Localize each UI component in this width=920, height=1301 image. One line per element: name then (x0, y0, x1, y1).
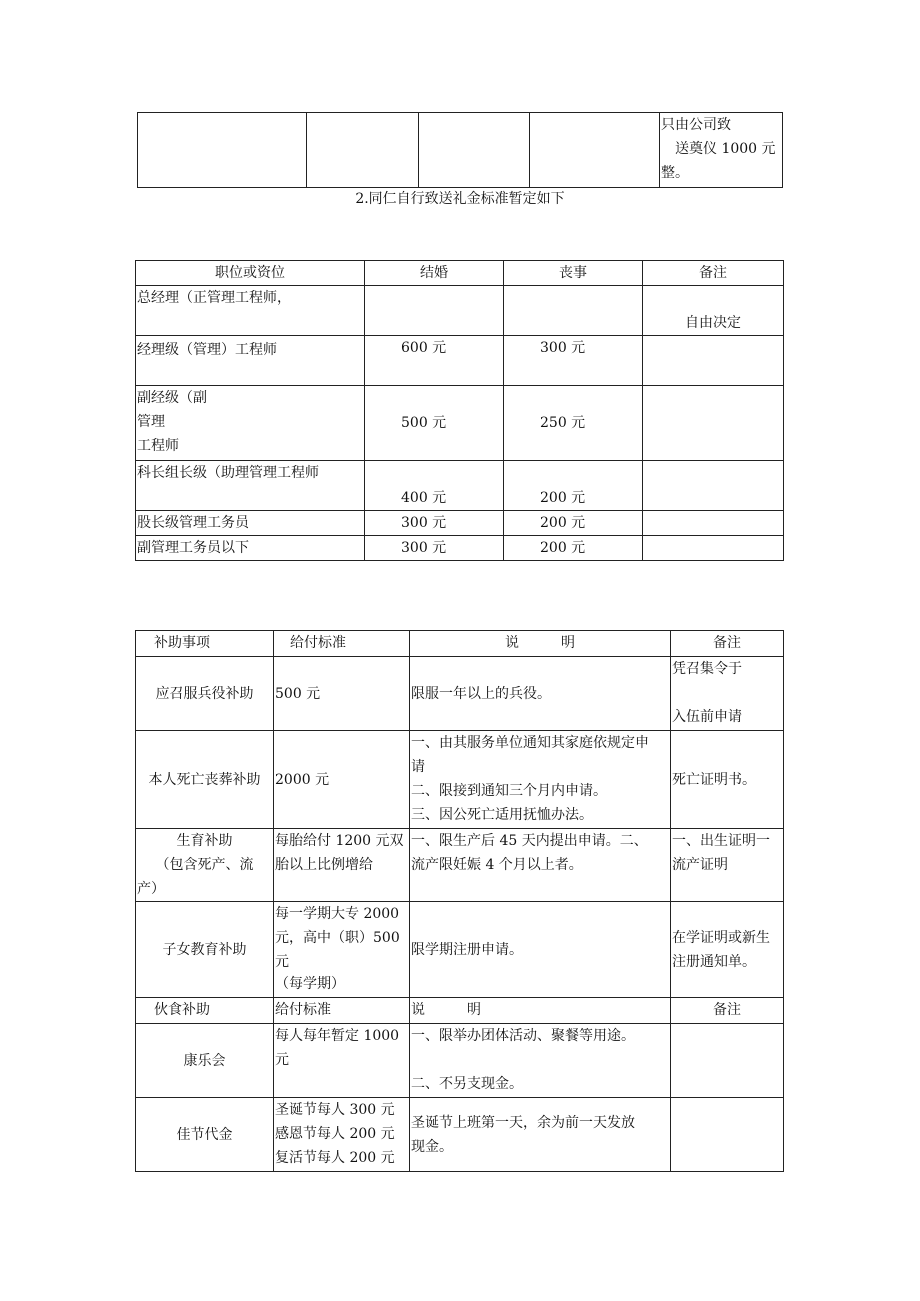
note-cell (643, 536, 784, 561)
note-cell (643, 511, 784, 536)
standard-cell (274, 902, 410, 998)
note-cell (671, 657, 784, 731)
desc-line: 一、由其服务单位通知其家庭依规定申 (411, 735, 649, 751)
header-item: 补助事项 (136, 631, 274, 657)
funeral-cell: 200 元 (504, 461, 643, 511)
note-cell (643, 461, 784, 511)
standard-cell (274, 829, 410, 902)
standard-line: 圣诞节每人 300 元 (275, 1102, 395, 1118)
standard-cell: 500 元 (274, 657, 410, 731)
top-note-line: 整。 (661, 165, 689, 181)
desc-line: 一、限生产后 45 天内提出申请。二、 (411, 833, 648, 849)
item-cell (136, 829, 274, 902)
header-standard: 给付标准 (274, 631, 410, 657)
header-wedding: 结婚 (365, 261, 504, 286)
top-cell-4 (530, 113, 660, 188)
item-cell: 子女教育补助 (136, 902, 274, 998)
funeral-cell: 200 元 (504, 511, 643, 536)
funeral-cell: 250 元 (504, 386, 643, 461)
item-line: 生育补助 (176, 833, 233, 849)
position-cell: 经理级（管理）工程师 (136, 336, 365, 386)
wedding-cell: 300 元 (365, 511, 504, 536)
note-line: 凭召集令于 (672, 661, 742, 677)
funeral-cell: 300 元 (504, 336, 643, 386)
wedding-cell: 500 元 (365, 386, 504, 461)
standard-line: 元 (275, 954, 289, 970)
sub-header-note: 备注 (671, 998, 784, 1024)
standard-line: 胎以上比例增给 (275, 857, 373, 873)
wedding-cell (365, 286, 504, 336)
standard-cell (274, 1098, 410, 1172)
desc-cell: 限学期注册申请。 (410, 902, 671, 998)
header-note: 备注 (643, 261, 784, 286)
header-funeral: 丧事 (504, 261, 643, 286)
note-line: 流产证明 (672, 857, 728, 873)
sub-header-desc: 说 明 (410, 998, 671, 1024)
standard-line: 复活节每人 200 元 (275, 1150, 395, 1166)
desc-line: 现金。 (411, 1138, 453, 1155)
desc-cell (410, 829, 671, 902)
top-note-line: 只由公司致 (661, 117, 731, 133)
top-table (137, 112, 783, 188)
top-note-cell (660, 113, 783, 188)
standard-line: 每胎给付 1200 元双 (275, 833, 404, 849)
note-cell: 死亡证明书。 (671, 731, 784, 829)
funeral-cell: 200 元 (504, 536, 643, 561)
desc-cell (410, 731, 671, 829)
wedding-cell: 600 元 (365, 336, 504, 386)
standard-line: 感恩节每人 200 元 (275, 1126, 395, 1142)
desc-cell: 限服一年以上的兵役。 (410, 657, 671, 731)
note-cell (643, 336, 784, 386)
position-line: 工程师 (137, 438, 179, 454)
note-cell: 自由决定 (643, 286, 784, 336)
note-cell (671, 829, 784, 902)
standard-cell: 2000 元 (274, 731, 410, 829)
desc-line: 圣诞节上班第一天，余为前一天发放 (411, 1114, 635, 1131)
top-cell-1 (138, 113, 307, 188)
header-position: 职位或资位 (136, 261, 365, 286)
desc-line: 一、限举办团体活动、聚餐等用途。 (411, 1028, 635, 1044)
note-line (672, 681, 782, 705)
desc-line: 三、因公死亡适用抚恤办法。 (411, 807, 593, 823)
note-cell (671, 1024, 784, 1098)
gift-standard-table (135, 260, 784, 561)
position-line: 管理 (137, 414, 165, 430)
standard-line: （每学期） (275, 976, 345, 992)
note-cell (643, 386, 784, 461)
desc-cell (410, 1024, 671, 1098)
wedding-cell: 400 元 (365, 461, 504, 511)
note-cell (671, 1098, 784, 1172)
top-cell-3 (419, 113, 530, 188)
sub-header-item: 伙食补助 (136, 998, 274, 1024)
sub-header-standard: 给付标准 (274, 998, 410, 1024)
item-cell: 佳节代金 (136, 1098, 274, 1172)
note-line: 在学证明或新生 (672, 929, 770, 946)
desc-line: 二、限接到通知三个月内申请。 (411, 783, 607, 799)
top-note-line: 送奠仪 1000 元 (675, 141, 776, 157)
item-cell: 应召服兵役补助 (136, 657, 274, 731)
position-cell: 科长组长级（助理管理工程师 (136, 461, 365, 511)
section-caption: 2.同仁自行致送礼金标准暂定如下 (355, 191, 565, 207)
desc-line: 二、不另支现金。 (411, 1076, 523, 1092)
standard-line: 元，高中（职）500 (275, 930, 400, 946)
position-cell (136, 386, 365, 461)
header-desc: 说 明 (410, 631, 671, 657)
standard-line: 每人每年暂定 1000 (275, 1028, 400, 1044)
desc-line: 请 (411, 759, 425, 775)
standard-line: 每一学期大专 2000 (275, 906, 400, 922)
item-line: （包含死产、流 (155, 857, 254, 873)
funeral-cell (504, 286, 643, 336)
subsidy-table (135, 630, 784, 1172)
item-cell: 本人死亡丧葬补助 (136, 731, 274, 829)
standard-line: 元 (275, 1052, 289, 1068)
note-line: 注册通知单。 (672, 953, 756, 970)
note-line: 一、出生证明一 (672, 833, 770, 849)
header-note: 备注 (671, 631, 784, 657)
position-cell: 副管理工务员以下 (136, 536, 365, 561)
position-cell: 股长级管理工务员 (136, 511, 365, 536)
position-cell: 总经理（正管理工程师， (136, 286, 365, 336)
standard-cell (274, 1024, 410, 1098)
position-line: 副经级（副 (137, 390, 207, 406)
desc-line (411, 1048, 669, 1072)
item-cell: 康乐会 (136, 1024, 274, 1098)
top-cell-2 (307, 113, 419, 188)
item-line: 产） (137, 881, 165, 897)
desc-line: 流产限妊娠 4 个月以上者。 (411, 857, 583, 873)
note-cell (671, 902, 784, 998)
desc-cell (410, 1098, 671, 1172)
note-line: 入伍前申请 (672, 709, 742, 725)
wedding-cell: 300 元 (365, 536, 504, 561)
